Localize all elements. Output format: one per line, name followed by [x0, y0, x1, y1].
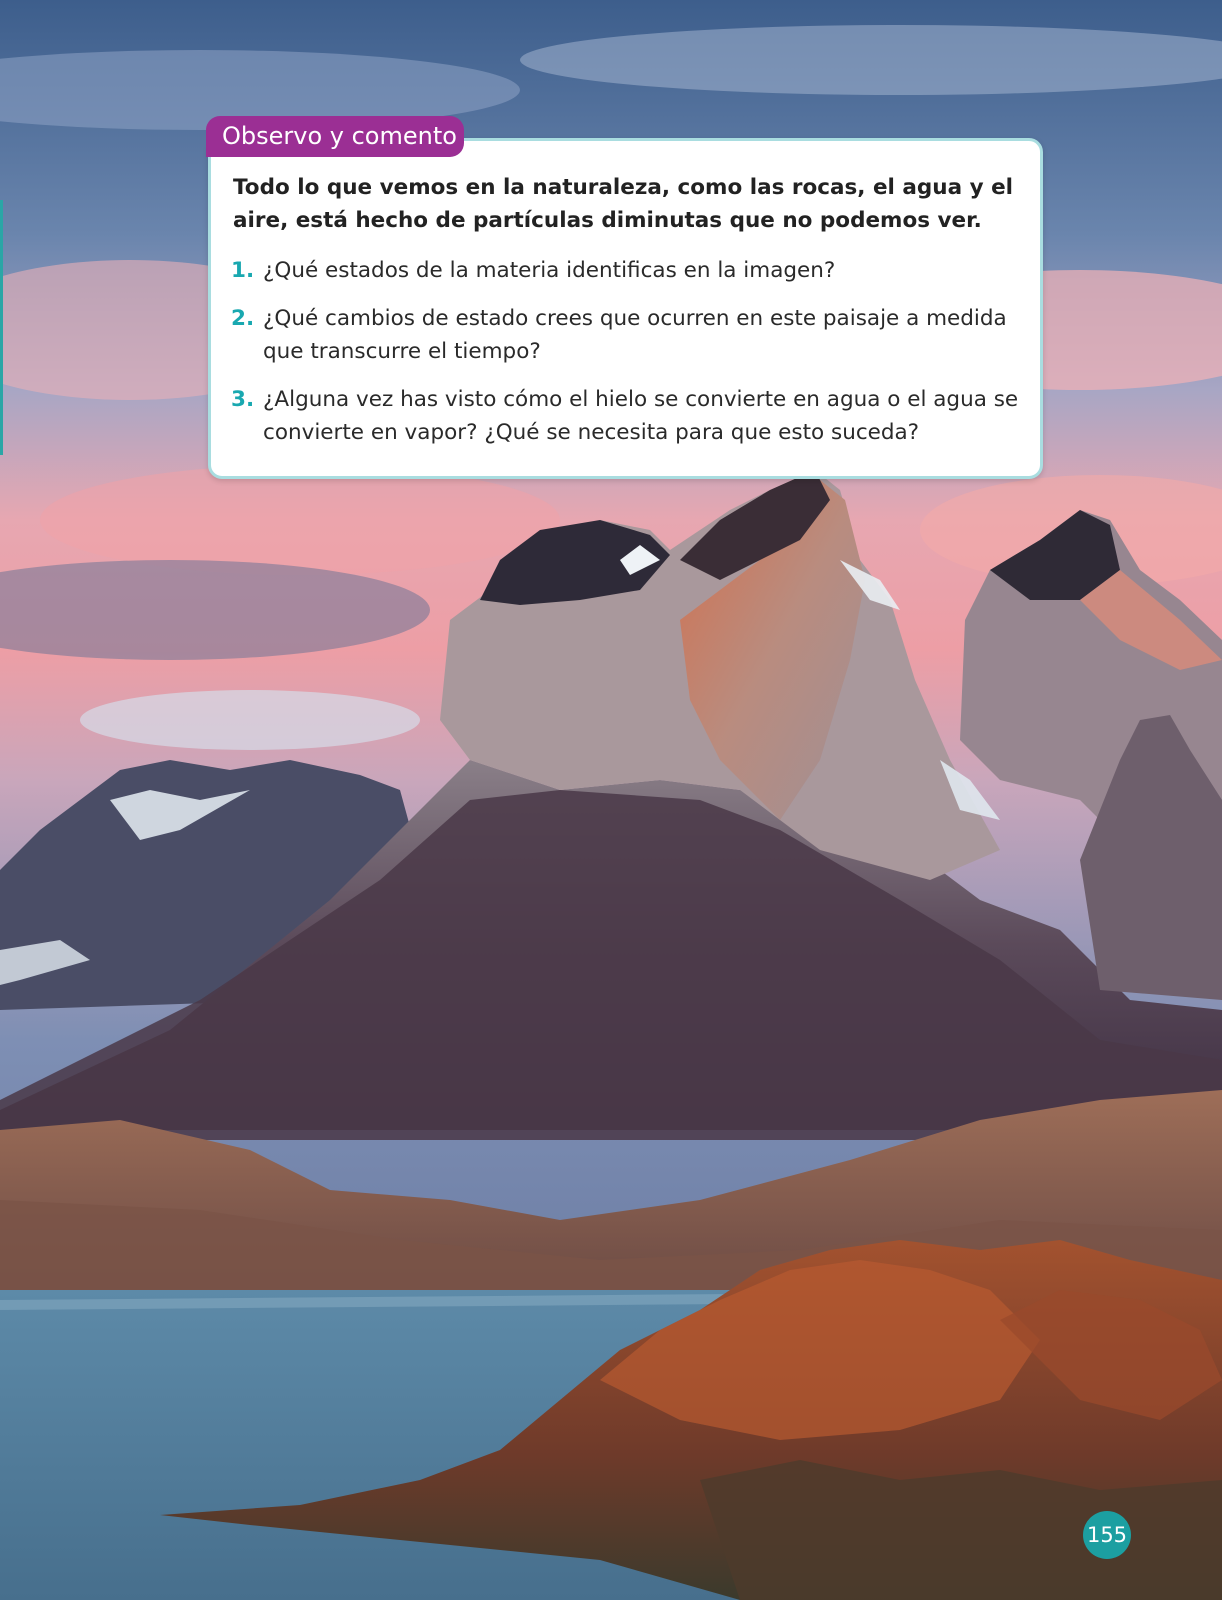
page-number-badge: 155: [1083, 1511, 1131, 1559]
question-text: ¿Alguna vez has visto cómo el hielo se convierte en agua o el agua se convierte en vapor? ¿Qué se necesita para que esto suceda?: [263, 387, 1019, 445]
question-number: 3.: [231, 387, 255, 412]
question-text: ¿Qué estados de la materia identificas en la imagen?: [263, 258, 836, 283]
left-edge-accent: [0, 200, 3, 455]
intro-text: Todo lo que vemos en la naturaleza, como las rocas, el agua y el aire, está hecho de partículas diminutas que no podemos ver.: [233, 175, 1014, 233]
question-item: [231, 383, 1021, 449]
section-tag: Observo y comento: [206, 116, 464, 157]
question-text: ¿Qué cambios de estado crees que ocurren en este paisaje a medida que transcurre el tiempo?: [263, 306, 1007, 364]
question-item: [231, 302, 1021, 368]
question-number: 2.: [231, 306, 255, 331]
question-item: [231, 254, 1021, 287]
question-list: [231, 254, 1021, 449]
question-number: 1.: [231, 258, 255, 283]
